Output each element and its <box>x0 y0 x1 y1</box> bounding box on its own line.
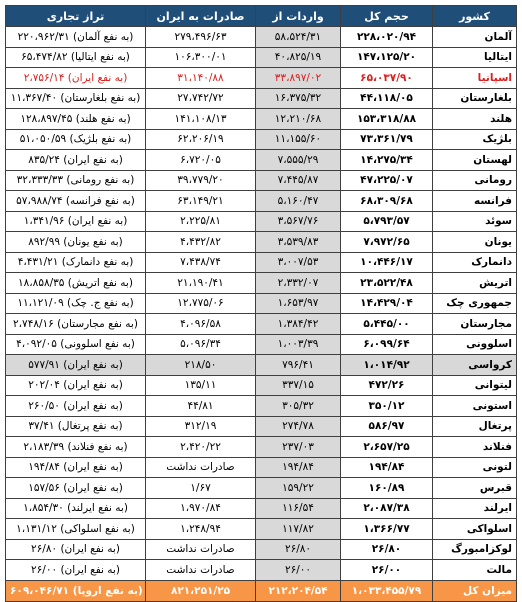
cell-exports: ۶۲،۲۰۶/۱۹ <box>146 129 256 150</box>
cell-imports: ۱،۳۸۴/۴۲ <box>256 314 341 335</box>
cell-total: ۱۵۳،۳۱۸/۸۸ <box>341 109 433 130</box>
cell-imports: ۳،۵۶۷/۷۶ <box>256 211 341 232</box>
table-row <box>6 334 517 355</box>
footer-total: ۱،۰۳۳،۴۵۵/۷۹ <box>341 580 433 601</box>
cell-country: کرواسی <box>433 355 517 376</box>
cell-balance: ۴،۰۹۲/۰۵ (به نفع اسلوونی) <box>6 334 146 355</box>
cell-imports: ۱۱،۱۵۵/۶۰ <box>256 129 341 150</box>
cell-imports: ۳،۰۰۷/۵۳ <box>256 252 341 273</box>
cell-exports: ۲۷۹،۴۹۶/۶۳ <box>146 27 256 48</box>
cell-total: ۲۲۸،۰۲۰/۹۴ <box>341 27 433 48</box>
cell-total: ۴۷۲/۲۶ <box>341 375 433 396</box>
cell-balance: ۱،۱۳۱/۱۲ (به نفع اسلواکی) <box>6 519 146 540</box>
cell-exports: ۱/۶۷ <box>146 478 256 499</box>
cell-balance: ۲،۷۵۶/۱۴ (به نفع ایران) <box>6 68 146 89</box>
cell-imports: ۳۰۵/۳۲ <box>256 396 341 417</box>
cell-total: ۱۰،۴۴۶/۱۷ <box>341 252 433 273</box>
cell-total: ۶۵،۰۳۷/۹۰ <box>341 68 433 89</box>
cell-exports: ۲،۴۲۰/۲۲ <box>146 437 256 458</box>
cell-balance: ۶۵،۴۷۴/۸۲ (به نفع ایتالیا) <box>6 47 146 68</box>
cell-balance: ۲۶/۸۰ (به نفع ایران) <box>6 539 146 560</box>
header-balance[interactable]: تراز تجاری <box>6 6 146 27</box>
table-row <box>6 478 517 499</box>
cell-total: ۵،۷۹۳/۵۷ <box>341 211 433 232</box>
cell-imports: ۱۱۶/۵۴ <box>256 498 341 519</box>
cell-balance: ۸۹۲/۹۹ (به نفع یونان) <box>6 232 146 253</box>
cell-country: دانمارک <box>433 252 517 273</box>
cell-country: هلند <box>433 109 517 130</box>
cell-exports: ۷،۴۳۸/۷۴ <box>146 252 256 273</box>
cell-total: ۳۵۰/۱۲ <box>341 396 433 417</box>
cell-total: ۱۴،۴۲۹/۰۴ <box>341 293 433 314</box>
cell-total: ۴۷،۲۲۵/۰۷ <box>341 170 433 191</box>
cell-total: ۱۴۷،۱۲۵/۲۰ <box>341 47 433 68</box>
cell-country: رومانی <box>433 170 517 191</box>
cell-country: لهستان <box>433 150 517 171</box>
table-row <box>6 539 517 560</box>
cell-exports: ۱۲،۷۷۵/۰۶ <box>146 293 256 314</box>
cell-exports: صادرات نداشت <box>146 560 256 581</box>
cell-country: ایتالیا <box>433 47 517 68</box>
cell-imports: ۳۳۷/۱۵ <box>256 375 341 396</box>
cell-exports: ۴،۰۹۶/۵۸ <box>146 314 256 335</box>
table-row <box>6 211 517 232</box>
header-total[interactable]: حجم کل <box>341 6 433 27</box>
cell-imports: ۲۷۴/۷۸ <box>256 416 341 437</box>
cell-total: ۵۸۶/۹۷ <box>341 416 433 437</box>
cell-exports: ۲۷،۷۴۲/۷۲ <box>146 88 256 109</box>
cell-balance: ۱،۳۴۱/۹۶ (به نفع ایران) <box>6 211 146 232</box>
footer-balance: ۶۰۹،۰۴۶/۷۱ (به نفع اروپا) <box>6 580 146 601</box>
cell-exports: ۶۳،۱۴۹/۲۱ <box>146 191 256 212</box>
table-row <box>6 170 517 191</box>
cell-imports: ۱۵۹/۲۲ <box>256 478 341 499</box>
cell-total: ۱۹۴/۸۴ <box>341 457 433 478</box>
cell-exports: ۴۴/۸۱ <box>146 396 256 417</box>
cell-country: سوئد <box>433 211 517 232</box>
cell-country: اتریش <box>433 273 517 294</box>
cell-balance: ۸۳۵/۲۴ (به نفع ایران) <box>6 150 146 171</box>
cell-country: جمهوری چک <box>433 293 517 314</box>
cell-balance: ۲۶۰/۵۰ (به نفع ایران) <box>6 396 146 417</box>
cell-imports: ۵۸،۵۲۴/۳۱ <box>256 27 341 48</box>
cell-country: استونی <box>433 396 517 417</box>
table-row <box>6 498 517 519</box>
cell-imports: ۱۹۴/۸۴ <box>256 457 341 478</box>
table-row <box>6 437 517 458</box>
cell-imports: ۳۳،۸۹۷/۰۲ <box>256 68 341 89</box>
cell-exports: صادرات نداشت <box>146 539 256 560</box>
header-exports[interactable]: صادرات به ایران <box>146 6 256 27</box>
cell-country: بلغارستان <box>433 88 517 109</box>
table-row <box>6 519 517 540</box>
cell-total: ۲۶/۸۰ <box>341 539 433 560</box>
table-row <box>6 88 517 109</box>
cell-balance: ۱،۸۵۴/۳۰ (به نفع ایرلند) <box>6 498 146 519</box>
cell-exports: ۱۴۱،۱۰۸/۱۳ <box>146 109 256 130</box>
cell-country: مجارستان <box>433 314 517 335</box>
cell-country: مالت <box>433 560 517 581</box>
cell-balance: ۵۱،۰۵۰/۵۹ (به نفع بلژیک) <box>6 129 146 150</box>
cell-balance: ۳۷/۴۱ (به نفع پرتغال) <box>6 416 146 437</box>
cell-balance: ۱۱،۱۲۱/۰۹ (به نفع ج. چک) <box>6 293 146 314</box>
cell-total: ۴۴،۱۱۸/۰۵ <box>341 88 433 109</box>
cell-imports: ۵،۱۶۰/۴۷ <box>256 191 341 212</box>
header-row <box>6 6 517 27</box>
table-row <box>6 560 517 581</box>
cell-country: قبرس <box>433 478 517 499</box>
cell-exports: ۲،۲۲۵/۸۱ <box>146 211 256 232</box>
cell-exports: ۱۳۵/۱۱ <box>146 375 256 396</box>
cell-imports: ۱،۰۰۳/۳۹ <box>256 334 341 355</box>
cell-balance: ۱۹۴/۸۴ (به نفع ایران) <box>6 457 146 478</box>
trade-table <box>5 5 517 602</box>
cell-total: ۶،۰۹۹/۶۴ <box>341 334 433 355</box>
cell-country: پرتغال <box>433 416 517 437</box>
cell-balance: ۲،۱۸۳/۳۹ (به نفع فنلاند) <box>6 437 146 458</box>
cell-country: لیتوانی <box>433 375 517 396</box>
header-country[interactable]: کشور <box>433 6 517 27</box>
cell-total: ۲۳،۵۲۲/۴۸ <box>341 273 433 294</box>
footer-exports: ۸۲۱،۲۵۱/۲۵ <box>146 580 256 601</box>
cell-total: ۶۸،۳۰۹/۶۸ <box>341 191 433 212</box>
cell-imports: ۷،۵۵۵/۲۹ <box>256 150 341 171</box>
table-row <box>6 375 517 396</box>
cell-country: اسلوونی <box>433 334 517 355</box>
table-row <box>6 191 517 212</box>
cell-country: اسپانیا <box>433 68 517 89</box>
cell-imports: ۱۲،۲۱۰/۶۸ <box>256 109 341 130</box>
cell-country: ایرلند <box>433 498 517 519</box>
cell-exports: ۲۱۸/۵۰ <box>146 355 256 376</box>
cell-country: لتونی <box>433 457 517 478</box>
cell-country: بلژیک <box>433 129 517 150</box>
cell-imports: ۱،۶۵۳/۹۷ <box>256 293 341 314</box>
table-row <box>6 109 517 130</box>
cell-exports: ۴،۴۳۲/۸۲ <box>146 232 256 253</box>
cell-country: لوکزامبورگ <box>433 539 517 560</box>
cell-imports: ۲۶/۰۰ <box>256 560 341 581</box>
cell-total: ۱،۳۶۶/۷۷ <box>341 519 433 540</box>
cell-balance: ۳۲،۳۳۳/۳۳ (به نفع رومانی) <box>6 170 146 191</box>
table-row <box>6 457 517 478</box>
cell-balance: ۱۲۸،۸۹۷/۴۵ (به نفع هلند) <box>6 109 146 130</box>
cell-balance: ۴،۴۳۱/۲۱ (به نفع دانمارک) <box>6 252 146 273</box>
table-row <box>6 150 517 171</box>
cell-exports: ۳۱،۱۴۰/۸۸ <box>146 68 256 89</box>
table-row <box>6 252 517 273</box>
cell-imports: ۱۶،۳۷۵/۳۲ <box>256 88 341 109</box>
cell-imports: ۴۰،۸۲۵/۱۹ <box>256 47 341 68</box>
cell-exports: ۲۱،۱۹۰/۴۱ <box>146 273 256 294</box>
table-row <box>6 293 517 314</box>
table-row <box>6 68 517 89</box>
table-row <box>6 47 517 68</box>
cell-total: ۲،۶۵۷/۲۵ <box>341 437 433 458</box>
cell-exports: ۳۹،۷۷۹/۲۰ <box>146 170 256 191</box>
cell-country: فرانسه <box>433 191 517 212</box>
cell-exports: ۱،۹۷۰/۸۴ <box>146 498 256 519</box>
cell-imports: ۳،۵۳۹/۸۳ <box>256 232 341 253</box>
cell-balance: ۲۰۲/۰۴ (به نفع ایران) <box>6 375 146 396</box>
footer-label: میزان کل <box>433 580 517 601</box>
footer-imports: ۲۱۲،۲۰۴/۵۴ <box>256 580 341 601</box>
cell-total: ۱۶۰/۸۹ <box>341 478 433 499</box>
cell-country: آلمان <box>433 27 517 48</box>
cell-total: ۲۶/۰۰ <box>341 560 433 581</box>
table-row <box>6 27 517 48</box>
cell-country: اسلواکی <box>433 519 517 540</box>
table-row <box>6 314 517 335</box>
cell-balance: ۵۷۷/۹۱ (به نفع ایران) <box>6 355 146 376</box>
cell-exports: ۳۱۲/۱۹ <box>146 416 256 437</box>
cell-exports: ۶،۷۲۰/۰۵ <box>146 150 256 171</box>
cell-imports: ۲،۳۳۲/۰۷ <box>256 273 341 294</box>
cell-imports: ۷،۴۴۵/۸۷ <box>256 170 341 191</box>
cell-country: فنلاند <box>433 437 517 458</box>
cell-imports: ۷۹۶/۴۱ <box>256 355 341 376</box>
header-imports[interactable]: واردات از <box>256 6 341 27</box>
table-row <box>6 232 517 253</box>
cell-exports: ۱،۲۴۸/۹۴ <box>146 519 256 540</box>
table-row <box>6 129 517 150</box>
cell-balance: ۱۵۷/۵۶ (به نفع ایران) <box>6 478 146 499</box>
cell-total: ۱،۰۱۴/۹۲ <box>341 355 433 376</box>
table-row <box>6 273 517 294</box>
cell-imports: ۱۱۷/۸۲ <box>256 519 341 540</box>
cell-country: یونان <box>433 232 517 253</box>
cell-total: ۵،۴۴۵/۰۰ <box>341 314 433 335</box>
footer-row <box>6 580 517 601</box>
table-row <box>6 416 517 437</box>
cell-imports: ۲۶/۸۰ <box>256 539 341 560</box>
table-row <box>6 355 517 376</box>
cell-balance: ۲۲۰،۹۶۲/۳۱ (به نفع آلمان) <box>6 27 146 48</box>
cell-total: ۱۴،۲۷۵/۳۴ <box>341 150 433 171</box>
cell-balance: ۱۸،۸۵۸/۳۵ (به نفع اتریش) <box>6 273 146 294</box>
cell-exports: صادرات نداشت <box>146 457 256 478</box>
cell-balance: ۲۶/۰۰ (به نفع ایران) <box>6 560 146 581</box>
table-body <box>6 27 517 581</box>
cell-exports: ۱۰۶،۳۰۰/۰۱ <box>146 47 256 68</box>
cell-total: ۲،۰۸۷/۳۸ <box>341 498 433 519</box>
cell-total: ۷،۹۷۲/۶۵ <box>341 232 433 253</box>
table-row <box>6 396 517 417</box>
cell-total: ۷۳،۳۶۱/۷۹ <box>341 129 433 150</box>
cell-balance: ۲،۷۴۸/۱۶ (به نفع مجارستان) <box>6 314 146 335</box>
cell-exports: ۵،۰۹۶/۳۴ <box>146 334 256 355</box>
cell-balance: ۵۷،۹۸۸/۷۴ (به نفع فرانسه) <box>6 191 146 212</box>
cell-balance: ۱۱،۳۶۷/۴۰ (به نفع بلغارستان) <box>6 88 146 109</box>
cell-imports: ۲۳۷/۰۳ <box>256 437 341 458</box>
